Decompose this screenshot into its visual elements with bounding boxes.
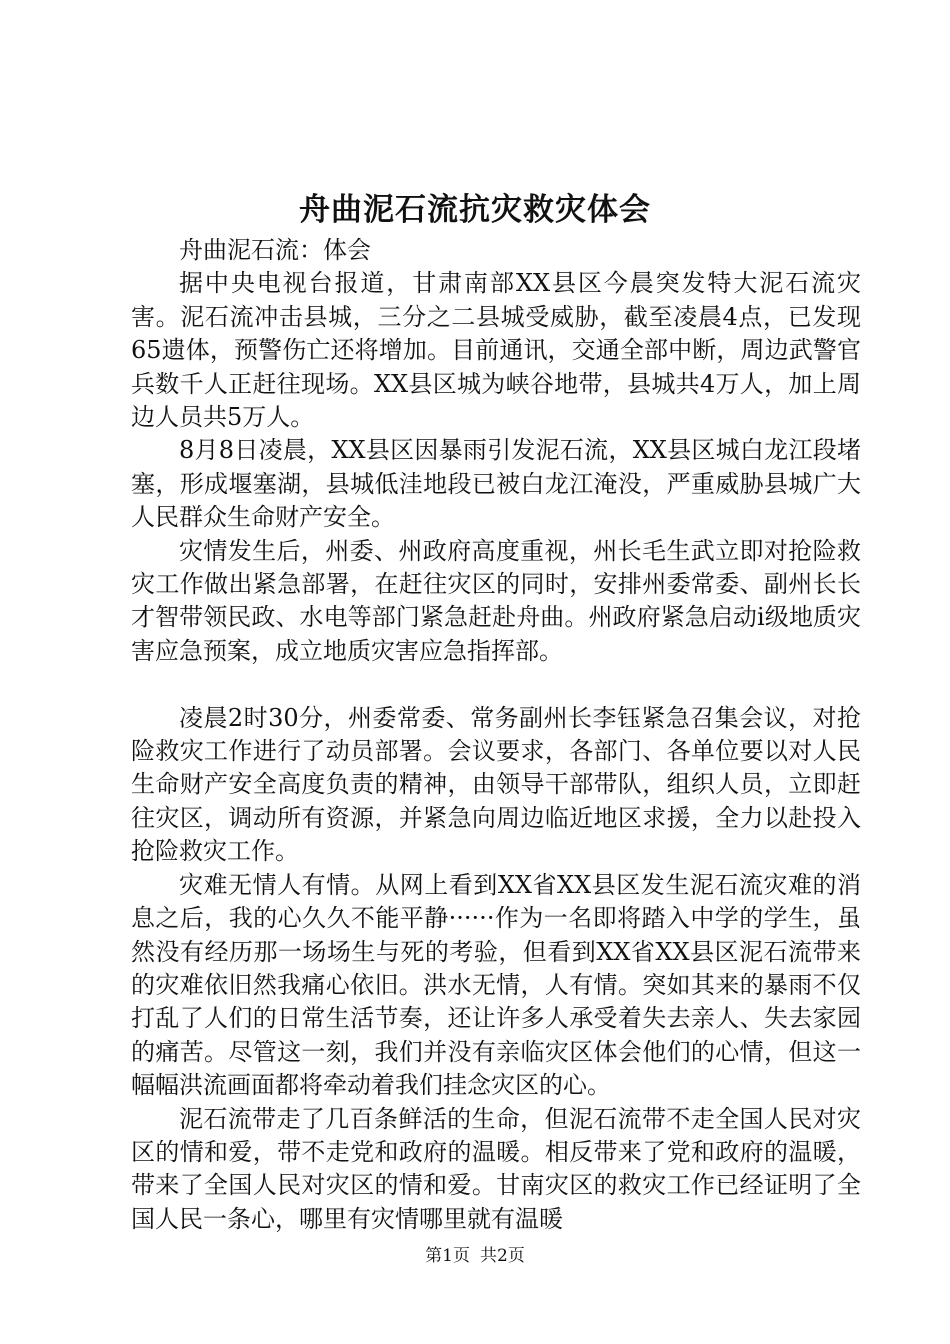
page-number-total: 共2页 bbox=[480, 1246, 525, 1266]
paragraph: 灾难无情人有情。从网上看到XX省XX县区发生泥石流灾难的消息之后，我的心久久不能平静······作为一名即将踏入中学的学生，虽然没有经历那一场场生与死的考验，但看到XX省XX县区泥石流带来的灾难依旧然我痛心依旧。洪水无情，人有情。突如其来的暴雨不仅打乱了人们的日常生活节奏，还让许多人承受着失去亲人、失去家园的痛苦。尽管这一刻，我们并没有亲临灾区体会他们的心情，但这一幅幅洪流画面都将牵动着我们挂念灾区的心。 bbox=[131, 870, 861, 1100]
paragraph-spacer bbox=[131, 668, 861, 701]
paragraph: 凌晨2时30分，州委常委、常务副州长李钰紧急召集会议，对抢险救灾工作进行了动员部署。会议要求，各部门、各单位要以对人民生命财产安全高度负责的精神，由领导干部带队，组织人员，立即赶往灾区，调动所有资源，并紧急向周边临近地区求援，全力以赴投入抢险救灾工作。 bbox=[131, 703, 861, 866]
paragraph: 8月8日凌晨，XX县区因暴雨引发泥石流，XX县区城白龙江段堵塞，形成堰塞湖，县城低洼地段已被白龙江淹没，严重威胁县城广大人民群众生命财产安全。 bbox=[131, 436, 861, 532]
page-number-current: 第1页 bbox=[425, 1246, 470, 1266]
paragraph-subtitle: 舟曲泥石流：体会 bbox=[179, 236, 371, 264]
paragraph: 泥石流带走了几百条鲜活的生命，但泥石流带不走全国人民对灾区的情和爱，带不走党和政府的温暖。相反带来了党和政府的温暖，带来了全国人民对灾区的情和爱。甘南灾区的救灾工作已经证明了全国人民一条心，哪里有灾情哪里就有温暖 bbox=[131, 1104, 861, 1233]
paragraph: 灾情发生后，州委、州政府高度重视，州长毛生武立即对抢险救灾工作做出紧急部署，在赶往灾区的同时，安排州委常委、副州长长才智带领民政、水电等部门紧急赶赴舟曲。州政府紧急启动i级地质灾害应急预案，成立地质灾害应急指挥部。 bbox=[131, 536, 861, 665]
document-title: 舟曲泥石流抗灾救灾体会 bbox=[299, 192, 651, 228]
page-footer bbox=[0, 1244, 950, 1268]
paragraph: 据中央电视台报道，甘肃南部XX县区今晨突发特大泥石流灾害。泥石流冲击县城，三分之二县城受威胁，截至凌晨4点，已发现65遗体，预警伤亡还将增加。目前通讯，交通全部中断，周边武警官兵数千人正赶往现场。XX县区城为峡谷地带，县城共4万人，加上周边人员共5万人。 bbox=[131, 269, 861, 432]
document-body bbox=[131, 234, 861, 1236]
